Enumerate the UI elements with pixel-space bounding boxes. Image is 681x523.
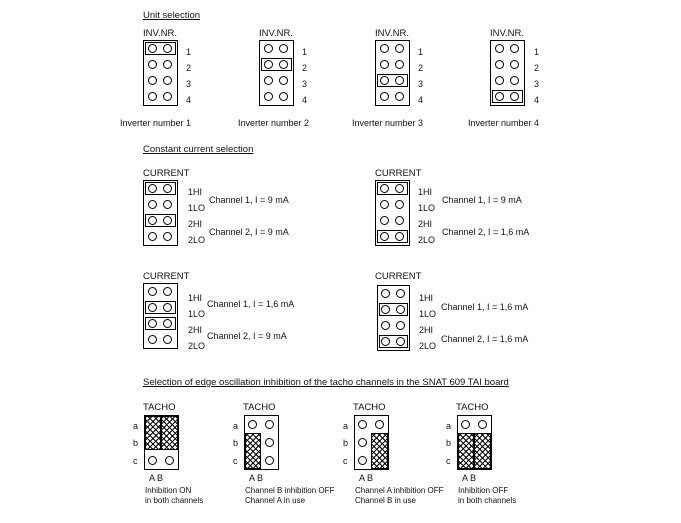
channel1-setting: Channel 1, I = 1,6 mA: [207, 299, 295, 309]
jumper-pin: [380, 92, 389, 101]
jumper-pin: [163, 303, 172, 312]
pin-label: 2LO: [418, 235, 436, 245]
pin-label: 2LO: [188, 235, 206, 245]
jumper-block: [143, 283, 178, 349]
jumper-pin: [148, 456, 157, 465]
jumper-pin: [380, 60, 389, 69]
jumper-pin: [395, 232, 404, 241]
jumper-pin: [380, 76, 389, 85]
row-label: a: [343, 421, 349, 431]
jumper-pin: [265, 420, 274, 429]
pin-number: 2: [186, 63, 192, 73]
tacho-caption-line2: Channel A in use: [245, 496, 306, 505]
pin-number: 3: [302, 79, 308, 89]
pin-number: 2: [302, 63, 308, 73]
jumper-pin: [375, 420, 384, 429]
tacho-header: TACHO: [353, 402, 386, 413]
current-header: CURRENT: [143, 271, 190, 282]
pin-number: 4: [418, 95, 424, 105]
pin-label: 2LO: [419, 341, 437, 351]
channel2-setting: Channel 2, I = 9 mA: [207, 331, 287, 341]
row-label: b: [446, 438, 452, 448]
tacho-caption-line2: Channel B in use: [355, 496, 416, 505]
pin-label: 2HI: [418, 219, 433, 229]
jumper-pin: [163, 216, 172, 225]
jumper-pin: [163, 92, 172, 101]
pin-label: 1LO: [418, 203, 436, 213]
pin-label: 2LO: [188, 341, 206, 351]
jumper-pin: [380, 184, 389, 193]
jumper-pin: [381, 289, 390, 298]
tacho-caption-line1: Inhibition ON: [145, 486, 192, 495]
pin-label: 2HI: [188, 325, 203, 335]
jumper-pin: [396, 289, 405, 298]
jumper-pin: [163, 184, 172, 193]
jumper: [145, 416, 161, 450]
jumper-pin: [163, 44, 172, 53]
jumper-pin: [163, 287, 172, 296]
inverter-caption: Inverter number 4: [468, 118, 540, 128]
unit-selection-title: Unit selection: [143, 10, 201, 21]
inv-nr-header: INV.NR.: [143, 28, 177, 39]
jumper-pin: [148, 76, 157, 85]
pin-label: 1LO: [188, 203, 206, 213]
pin-number: 3: [418, 79, 424, 89]
pin-number: 1: [418, 47, 424, 57]
channel2-setting: Channel 2, I = 1,6 mA: [442, 227, 530, 237]
jumper: [458, 433, 474, 469]
jumper-pin: [248, 420, 257, 429]
jumper-pin: [395, 216, 404, 225]
channel2-setting: Channel 2, I = 9 mA: [209, 227, 289, 237]
tacho-header: TACHO: [243, 402, 276, 413]
pin-number: 1: [302, 47, 308, 57]
pin-number: 4: [534, 95, 540, 105]
pin-number: 2: [418, 63, 424, 73]
inverter-caption: Inverter number 1: [120, 118, 192, 128]
channel2-setting: Channel 2, I = 1,6 mA: [441, 334, 529, 344]
jumper-pin: [148, 216, 157, 225]
jumper-pin: [163, 60, 172, 69]
jumper: [245, 433, 261, 469]
jumper-pin: [264, 76, 273, 85]
jumper-pin: [395, 60, 404, 69]
pin-number: 1: [534, 47, 540, 57]
jumper-pin: [395, 200, 404, 209]
pin-number: 1: [186, 47, 192, 57]
jumper-pin: [265, 456, 274, 465]
inverter-caption: Inverter number 3: [352, 118, 424, 128]
tacho-header: TACHO: [143, 402, 176, 413]
jumper-pin: [264, 60, 273, 69]
jumper-pin: [380, 232, 389, 241]
jumper-pin: [163, 232, 172, 241]
jumper-pin: [510, 76, 519, 85]
jumper-pin: [395, 92, 404, 101]
pin-label: 1LO: [419, 309, 437, 319]
jumper-block: [144, 415, 179, 470]
jumper-pin: [358, 456, 367, 465]
tacho-caption-line1: Channel B inhibition OFF: [245, 486, 335, 495]
jumper-block: [375, 180, 410, 246]
col-labels: A B: [462, 473, 477, 483]
col-labels: A B: [249, 473, 264, 483]
jumper-block: [143, 40, 178, 106]
jumper-block: [375, 40, 410, 106]
jumper-pin: [396, 305, 405, 314]
jumper-pin: [279, 44, 288, 53]
jumper-pin: [148, 287, 157, 296]
jumper-block: [490, 40, 525, 106]
jumper-pin: [148, 303, 157, 312]
jumper-pin: [279, 76, 288, 85]
jumper-pin: [358, 438, 367, 447]
jumper-pin: [265, 438, 274, 447]
jumper-pin: [510, 44, 519, 53]
jumper-pin: [148, 319, 157, 328]
row-label: b: [343, 438, 349, 448]
inv-nr-header: INV.NR.: [490, 28, 524, 39]
jumper-block: [143, 180, 178, 246]
row-label: c: [133, 456, 138, 466]
current-header: CURRENT: [375, 271, 422, 282]
row-label: a: [233, 421, 239, 431]
jumper-pin: [148, 232, 157, 241]
jumper-pin: [395, 44, 404, 53]
pin-label: 1HI: [418, 187, 433, 197]
jumper-pin: [163, 319, 172, 328]
pin-number: 3: [186, 79, 192, 89]
jumper-pin: [148, 184, 157, 193]
pin-label: 2HI: [188, 219, 203, 229]
jumper-pin: [148, 335, 157, 344]
tacho-caption-line2: in both channels: [458, 496, 517, 505]
row-label: b: [233, 438, 239, 448]
col-labels: A B: [359, 473, 374, 483]
jumper-pin: [279, 60, 288, 69]
jumper-pin: [381, 321, 390, 330]
tacho-caption-line1: Inhibition OFF: [458, 486, 509, 495]
jumper-pin: [279, 92, 288, 101]
jumper-pin: [495, 60, 504, 69]
inverter-caption: Inverter number 2: [238, 118, 310, 128]
pin-label: 1HI: [188, 187, 203, 197]
jumper-block: [259, 40, 294, 106]
row-label: a: [133, 421, 139, 431]
jumper-pin: [380, 44, 389, 53]
pin-number: 2: [534, 63, 540, 73]
jumper-pin: [165, 456, 174, 465]
jumper-block: [354, 415, 389, 470]
jumper-pin: [148, 92, 157, 101]
channel1-setting: Channel 1, I = 1,6 mA: [441, 302, 529, 312]
tacho-caption-line2: in both channels: [145, 496, 204, 505]
inv-nr-header: INV.NR.: [259, 28, 293, 39]
pin-number: 4: [186, 95, 192, 105]
row-label: b: [133, 438, 139, 448]
jumper-pin: [478, 420, 487, 429]
jumper-pin: [510, 60, 519, 69]
jumper-pin: [396, 321, 405, 330]
jumper-block: [457, 415, 492, 470]
tacho-title: Selection of edge oscillation inhibition of the tacho channels in the SNAT 609 TAI board: [143, 377, 509, 388]
tacho-caption-line1: Channel A inhibition OFF: [355, 486, 444, 495]
current-header: CURRENT: [375, 168, 422, 179]
row-label: c: [233, 456, 238, 466]
tacho-header: TACHO: [456, 402, 489, 413]
jumper-pin: [461, 420, 470, 429]
jumper-block: [244, 415, 279, 470]
jumper-pin: [148, 60, 157, 69]
pin-label: 1HI: [188, 293, 203, 303]
jumper-pin: [381, 305, 390, 314]
jumper-pin: [163, 76, 172, 85]
jumper: [161, 416, 178, 450]
jumper-pin: [264, 92, 273, 101]
row-label: c: [446, 456, 451, 466]
jumper-pin: [264, 44, 273, 53]
jumper-pin: [380, 200, 389, 209]
row-label: a: [446, 421, 452, 431]
constant-current-title: Constant current selection: [143, 144, 254, 155]
inv-nr-header: INV.NR.: [375, 28, 409, 39]
jumper-pin: [495, 76, 504, 85]
jumper-pin: [495, 44, 504, 53]
jumper-pin: [358, 420, 367, 429]
col-labels: A B: [149, 473, 164, 483]
jumper-pin: [381, 337, 390, 346]
pin-number: 4: [302, 95, 308, 105]
pin-label: 2HI: [419, 325, 434, 335]
jumper: [474, 433, 491, 469]
jumper-pin: [380, 216, 389, 225]
jumper-pin: [395, 76, 404, 85]
jumper-pin: [510, 92, 519, 101]
pin-number: 3: [534, 79, 540, 89]
jumper-pin: [148, 44, 157, 53]
jumper-block: [377, 285, 410, 351]
channel1-setting: Channel 1, I = 9 mA: [209, 195, 289, 205]
jumper-pin: [395, 184, 404, 193]
jumper-pin: [396, 337, 405, 346]
jumper-pin: [163, 335, 172, 344]
jumper-pin: [163, 200, 172, 209]
row-label: c: [343, 456, 348, 466]
jumper: [371, 433, 388, 469]
jumper-pin: [148, 200, 157, 209]
pin-label: 1LO: [188, 309, 206, 319]
channel1-setting: Channel 1, I = 9 mA: [442, 195, 522, 205]
jumper-pin: [495, 92, 504, 101]
pin-label: 1HI: [419, 293, 434, 303]
current-header: CURRENT: [143, 168, 190, 179]
